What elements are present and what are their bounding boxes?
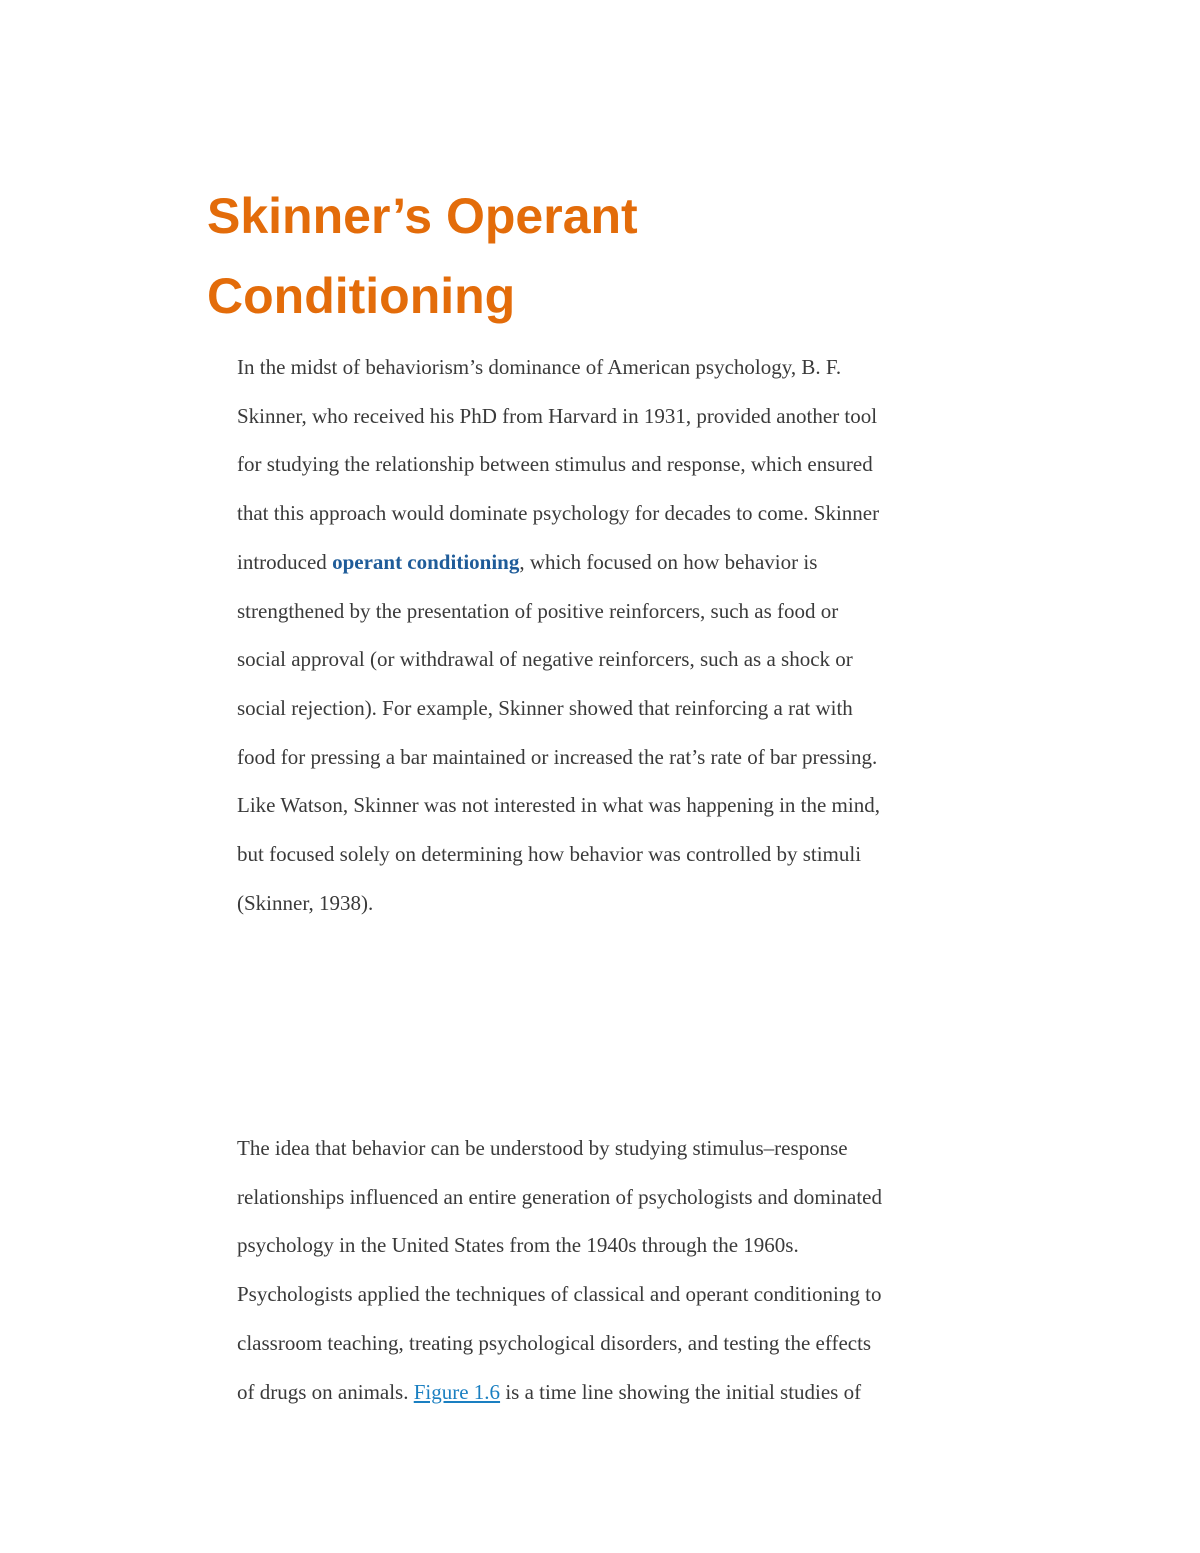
text-line (237, 1368, 977, 1417)
text-line (237, 538, 977, 587)
text-line: psychology in the United States from the 1940s through the 1960s. (237, 1233, 799, 1258)
text-line: relationships influenced an entire generation of psychologists and dominated (237, 1184, 882, 1209)
text-line: (Skinner, 1938). (237, 890, 374, 915)
figure-link[interactable]: Figure 1.6 (413, 1379, 501, 1404)
text-line: Psychologists applied the techniques of classical and operant conditioning to (237, 1282, 882, 1307)
text-line: The idea that behavior can be understood by studying stimulus–response (237, 1136, 848, 1160)
body-paragraph (237, 1124, 977, 1416)
text-line: for studying the relationship between stimulus and response, which ensured (237, 452, 873, 477)
text-line: Like Watson, Skinner was not interested in what was happening in the mind, (237, 793, 880, 818)
text-fragment: , which focused on how behavior is (519, 549, 818, 574)
text-fragment: is a time line showing the initial studies of (500, 1379, 862, 1404)
text-line: but focused solely on determining how behavior was controlled by stimuli (237, 842, 862, 867)
text-fragment: of drugs on animals. (237, 1379, 414, 1404)
body-paragraph (237, 343, 977, 927)
text-fragment: introduced (237, 549, 333, 574)
text-line: strengthened by the presentation of positive reinforcers, such as food or (237, 598, 839, 623)
text-line: social rejection). For example, Skinner showed that reinforcing a rat with (237, 695, 853, 720)
title-line: Skinner’s Operant (207, 188, 638, 244)
text-line: classroom teaching, treating psychological disorders, and testing the effects (237, 1330, 872, 1355)
title-line: Conditioning (207, 268, 516, 324)
text-line: Skinner, who received his PhD from Harvard in 1931, provided another tool (237, 403, 878, 428)
text-line: social approval (or withdrawal of negative reinforcers, such as a shock or (237, 647, 853, 672)
key-term: operant conditioning (332, 549, 520, 574)
text-line: that this approach would dominate psychology for decades to come. Skinner (237, 501, 880, 526)
page-title (207, 176, 1007, 336)
text-line: In the midst of behaviorism’s dominance of American psychology, B. F. (237, 355, 842, 379)
text-line: food for pressing a bar maintained or increased the rat’s rate of bar pressing. (237, 744, 878, 769)
